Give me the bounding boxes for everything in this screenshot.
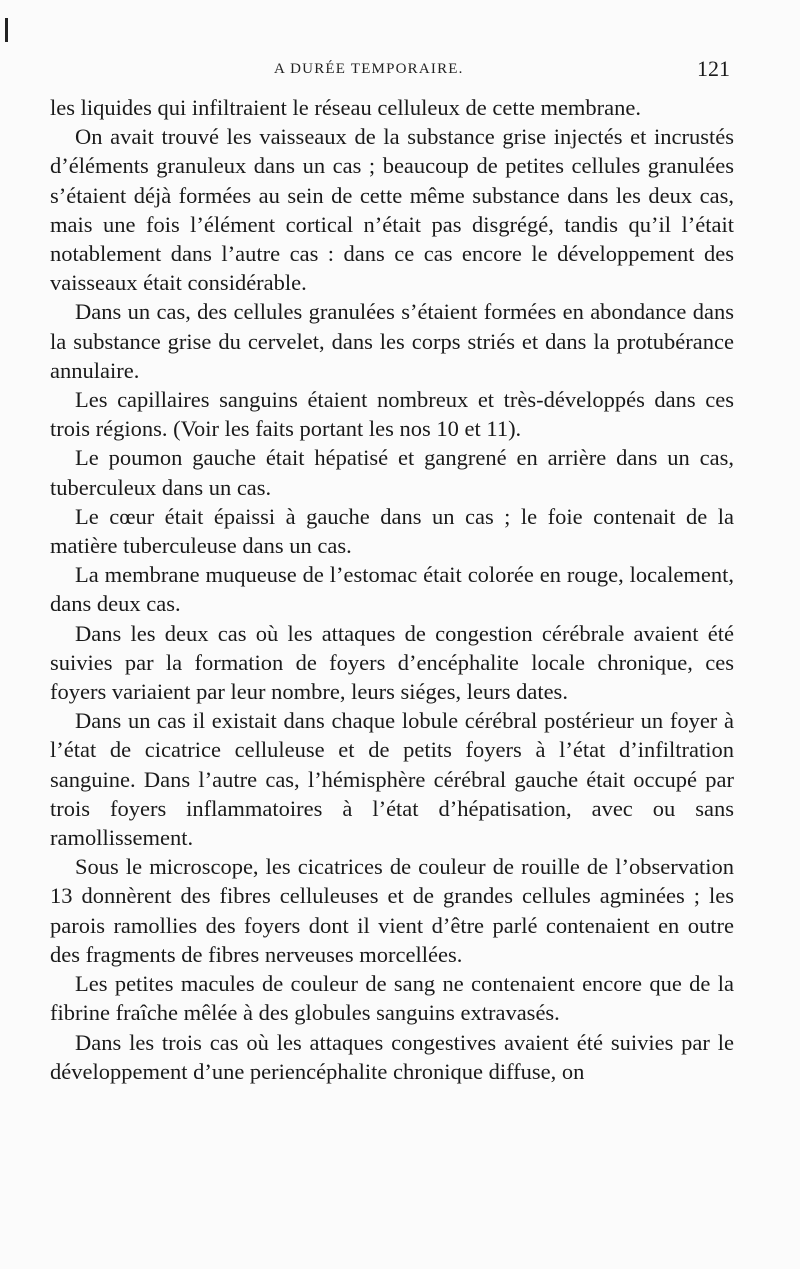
paragraph: les liquides qui infiltraient le réseau celluleux de cette membrane. <box>50 95 642 120</box>
paragraph: Sous le microscope, les cicatrices de couleur de rouille de l’observation 13 donnèrent des fibres celluleuses et de grandes cellules agminées ; les parois ramollies des foyers dont il vient d’être parlé contenaient en outre des fragments de fibres nerveuses morcellées. <box>50 854 734 967</box>
paragraph: Dans les trois cas où les attaques congestives avaient été suivies par le développement d’une periencéphalite chronique diffuse, on <box>50 1029 734 1084</box>
paragraph: Le cœur était épaissi à gauche dans un cas ; le foie contenait de la matière tuberculeuse dans un cas. <box>50 503 734 559</box>
running-head <box>50 56 734 86</box>
paragraph: On avait trouvé les vaisseaux de la substance grise injectés et incrustés d’éléments granuleux dans un cas ; beaucoup de petites cellules granulées s’étaient déjà formées au sein de cette même substance dans les deux cas, mais une fois l’élément cortical n’était pas disgrégé, tandis qu’il l’était notablement dans l’autre cas : dans ce cas encore le développement des vaisseaux était considérable. <box>50 124 734 296</box>
paragraph: Le poumon gauche était hépatisé et gangrené en arrière dans un cas, tuberculeux dans un cas. <box>50 445 734 500</box>
page-edge-mark <box>5 18 8 42</box>
body-text <box>50 93 734 1086</box>
page-number: 121 <box>697 56 730 81</box>
paragraph: Dans les deux cas où les attaques de congestion cérébrale avaient été suivies par la formation de foyers d’encéphalite locale chronique, ces foyers variaient par leur nombre, leurs siéges, leurs dates. <box>50 620 734 705</box>
paragraph: Les petites macules de couleur de sang ne contenaient encore que de la fibrine fraîche mêlée à des globules sanguins extravasés. <box>50 971 734 1026</box>
paragraph: Dans un cas, des cellules granulées s’étaient formées en abondance dans la substance grise du cervelet, dans les corps striés et dans la protubérance annulaire. <box>50 299 734 383</box>
paragraph: Dans un cas il existait dans chaque lobule cérébral postérieur un foyer à l’état de cicatrice celluleuse et de petits foyers à l’état d’infiltration sanguine. Dans l’autre cas, l’hémisphère cérébral gauche était occupé par trois foyers inflammatoires à l’état d’hépatisation, avec ou sans ramollissement. <box>50 708 734 851</box>
paragraph: Les capillaires sanguins étaient nombreux et très-développés dans ces trois régions. (Voir les faits portant les nos 10 et 11). <box>50 387 734 442</box>
paragraph: La membrane muqueuse de l’estomac était colorée en rouge, localement, dans deux cas. <box>50 562 734 617</box>
running-title: A DURÉE TEMPORAIRE. <box>274 61 464 77</box>
